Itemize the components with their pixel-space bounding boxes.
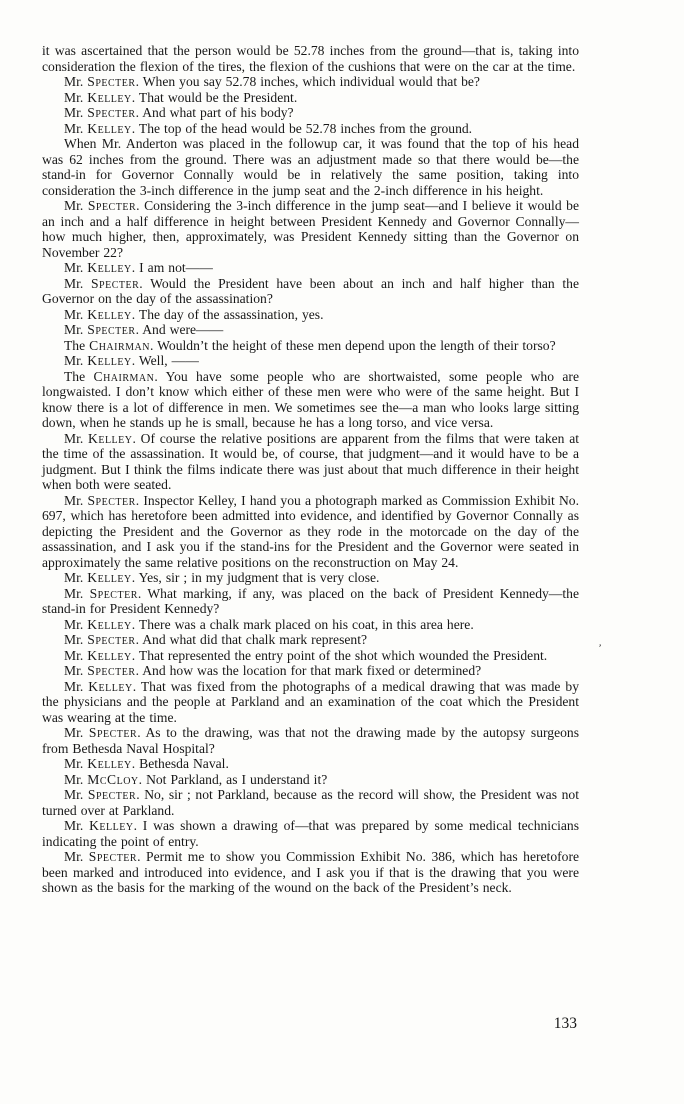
page-number: 133	[553, 1015, 577, 1032]
paragraph-text: That would be the President.	[138, 89, 298, 105]
speaker-name: Specter	[87, 105, 136, 120]
speaker-prefix: Mr.	[64, 260, 84, 275]
speaker-prefix: Mr.	[64, 678, 84, 694]
dialogue-paragraph: Mr. Kelley. There was a chalk mark placed on his coat, in this area here.	[64, 616, 474, 632]
paragraph-text: Yes, sir ; in my judgment that is very close.	[138, 570, 380, 585]
speaker-prefix: Mr.	[64, 105, 84, 120]
speaker-name: Kelley	[87, 260, 132, 275]
speaker-prefix: Mr.	[64, 756, 84, 771]
speaker-name: Specter	[87, 492, 136, 508]
dialogue-paragraph: Mr. Specter. When you say 52.78 inches, which individual would that be?	[64, 74, 480, 89]
transcript-text-block	[42, 43, 579, 896]
dialogue-paragraph: Mr. Specter. What marking, if any, was placed on the back of President Kennedy—the stand-in for President Kennedy?	[42, 585, 579, 616]
dialogue-paragraph: Mr. Kelley. That would be the President.	[64, 89, 298, 105]
speaker-name: Kelley	[89, 818, 134, 833]
dialogue-paragraph: Mr. Kelley. I am not——	[64, 260, 213, 275]
paragraph-text: You have some people who are shortwaisted, some people who are longwaisted. I don’t know which either of these men were who were of the same height. But I know there is a lot of difference in men. We sometimes see the—a man who looks large sitting down, when he stands up he is small, because he has a long torso, and vice versa.	[42, 368, 579, 430]
speaker-name: Kelley	[87, 353, 132, 368]
body-paragraph	[42, 136, 579, 198]
speaker-name: McCloy	[87, 771, 139, 787]
speaker-prefix: Mr.	[64, 647, 84, 663]
paragraph-text: Well, ——	[138, 353, 199, 368]
paragraph-text: Permit me to show you Commission Exhibit No. 386, which has heretofore been marked and introduced into evidence, and I ask you if that is the drawing that you were shown as the basis for the marking of the wound on the back of the President’s neck.	[42, 849, 579, 895]
speaker-name: Specter	[88, 849, 138, 864]
dialogue-paragraph: Mr. Kelley. I was shown a drawing of—that was prepared by some medical technicians indicating the point of entry.	[42, 818, 579, 849]
speaker-prefix: The	[64, 337, 86, 353]
speaker-name: Kelley	[87, 120, 132, 136]
paragraph-text: That represented the entry point of the shot which wounded the President.	[138, 647, 548, 663]
speaker-prefix: Mr.	[64, 818, 84, 833]
paragraph-text: The top of the head would be 52.78 inches from the ground.	[138, 120, 473, 136]
speaker-prefix: Mr.	[64, 570, 84, 585]
paragraph-text: That was fixed from the photographs of a medical drawing that was made by the physicians and the people at Parkland and an examination of the coat which the President was wearing at the time.	[42, 678, 580, 725]
speaker-name: Kelley	[87, 306, 132, 322]
speaker-prefix: Mr.	[64, 725, 84, 740]
speaker-name: Specter	[88, 725, 138, 740]
dialogue-paragraph: Mr. Kelley. The top of the head would be 52.78 inches from the ground.	[64, 120, 473, 136]
dialogue-paragraph: Mr. Specter. Inspector Kelley, I hand you a photograph marked as Commission Exhibit No. 697, which has heretofore been admitted into evidence, and identified by Governor Connally as depicting the President and the Governor as they rode in the motorcade on the day of the assassination, and I ask you if the stand-ins for the President and the Governor were seated in approximately the same relative positions on the reconstruction on May 24.	[42, 492, 580, 570]
speaker-name: Specter	[87, 74, 136, 89]
paragraph-text: And what did that chalk mark represent?	[142, 632, 368, 647]
dialogue-paragraph: Mr. Specter. Permit me to show you Commission Exhibit No. 386, which has heretofore been marked and introduced into evidence, and I ask you if that is the drawing that you were shown as the basis for the marking of the wound on the back of the President’s neck.	[42, 849, 579, 895]
speaker-name: Specter	[87, 198, 137, 213]
paragraph-text: I was shown a drawing of—that was prepared by some medical technicians indicating the point of entry.	[42, 818, 579, 849]
paragraph-text: Of course the relative positions are apparent from the films that were taken at the time of the assassination. It would be, of course, that judgment—and it would have to be a judgment. But I think the films indicate there was just about that much difference in their height when both were seated.	[42, 430, 580, 492]
speaker-prefix: Mr.	[64, 306, 84, 322]
paragraph-text: And what part of his body?	[142, 105, 294, 120]
dialogue-paragraph: Mr. Kelley. The day of the assassination, yes.	[64, 306, 324, 322]
paragraph-text: Wouldn’t the height of these men depend upon the length of their torso?	[157, 337, 556, 353]
speaker-prefix: Mr.	[64, 849, 84, 864]
dialogue-paragraph: Mr. McCloy. Not Parkland, as I understand it?	[64, 771, 328, 787]
speaker-prefix: Mr.	[64, 616, 84, 632]
speaker-name: Kelley	[87, 570, 132, 585]
paragraph-text: When Mr. Anderton was placed in the followup car, it was found that the top of his head was 62 inches from the ground. There was an adjustment made so that there would be—the stand-in for Governor Connally would be in relatively the same position, taking into consideration the 3-inch difference in the jump seat and the 2-inch difference in his height.	[42, 136, 579, 198]
dialogue-paragraph: Mr. Kelley. Bethesda Naval.	[64, 756, 229, 771]
paragraph-text: No, sir ; not Parkland, because as the record will show, the President was not turned over at Parkland.	[42, 787, 579, 818]
speaker-name: Specter	[89, 585, 138, 601]
dialogue-paragraph: Mr. Kelley. That represented the entry point of the shot which wounded the President.	[64, 647, 548, 663]
dialogue-paragraph: The Chairman. You have some people who are shortwaisted, some people who are longwaisted. I don’t know which either of these men were who were of the same height. But I know there is a lot of difference in men. We sometimes see the—a man who looks large sitting down, when he stands up he is small, because he has a long torso, and vice versa.	[42, 368, 579, 430]
speaker-prefix: Mr.	[64, 120, 84, 136]
speaker-name: Kelley	[88, 678, 133, 694]
paragraph-text: When you say 52.78 inches, which individual would that be?	[142, 74, 480, 89]
paragraph-text: And were——	[142, 322, 224, 337]
speaker-prefix: Mr.	[64, 632, 84, 647]
speaker-name: Kelley	[87, 647, 132, 663]
speaker-name: Kelley	[87, 756, 132, 771]
speaker-name: Kelley	[87, 616, 132, 632]
speaker-prefix: The	[64, 368, 86, 384]
speaker-prefix: Mr.	[64, 585, 84, 601]
speaker-name: Kelley	[87, 89, 132, 105]
paragraph-text: it was ascertained that the person would be 52.78 inches from the ground—that is, taking into consideration the flexion of the tires, the flexion of the cushions that were on the car at the time.	[42, 43, 579, 74]
dialogue-paragraph: Mr. Kelley. Well, ——	[64, 353, 199, 368]
body-paragraph	[42, 43, 579, 74]
speaker-prefix: Mr.	[64, 74, 84, 89]
paragraph-text: I am not——	[139, 260, 213, 275]
ink-speck-artifact: ’	[597, 642, 603, 655]
speaker-name: Specter	[87, 632, 136, 647]
paragraph-text: As to the drawing, was that not the drawing made by the autopsy surgeons from Bethesda Naval Hospital?	[42, 725, 579, 756]
paragraph-text: Inspector Kelley, I hand you a photograph marked as Commission Exhibit No. 697, which has heretofore been admitted into evidence, and identified by Governor Connally as depicting the President and the Governor as they rode in the motorcade on the day of the assassination, and I ask you if the stand-ins for the President and the Governor were seated in approximately the same relative positions on the reconstruction on May 24.	[42, 492, 580, 570]
paragraph-text: There was a chalk mark placed on his coat, in this area here.	[138, 616, 474, 632]
speaker-prefix: Mr.	[64, 492, 84, 508]
speaker-name: Specter	[90, 275, 140, 291]
speaker-name: Specter	[87, 322, 136, 337]
dialogue-paragraph: The Chairman. Wouldn’t the height of these men depend upon the length of their torso?	[64, 337, 556, 353]
dialogue-paragraph: Mr. Specter. Considering the 3-inch difference in the jump seat—and I believe it would be an inch and a half difference in height between President Kennedy and Governor Connally—how much higher, then, approximately, was President Kennedy sitting than the Governor on November 22?	[42, 198, 580, 260]
speaker-name: Chairman	[89, 337, 150, 353]
speaker-name: Chairman	[93, 368, 155, 384]
paragraph-text: What marking, if any, was placed on the back of President Kennedy—the stand-in for President Kennedy?	[42, 585, 579, 616]
dialogue-paragraph: Mr. Specter. And what part of his body?	[64, 105, 294, 120]
paragraph-text: And how was the location for that mark fixed or determined?	[142, 663, 482, 678]
speaker-name: Kelley	[88, 430, 133, 446]
speaker-prefix: Mr.	[64, 663, 84, 678]
dialogue-paragraph: Mr. Specter. And were——	[64, 322, 224, 337]
speaker-prefix: Mr.	[64, 771, 84, 787]
paragraph-text: Would the President have been about an inch and half higher than the Governor on the day of the assassination?	[42, 275, 580, 306]
speaker-name: Specter	[87, 663, 136, 678]
paragraph-text: Not Parkland, as I understand it?	[146, 771, 328, 787]
speaker-name: Specter	[87, 787, 137, 802]
dialogue-paragraph: Mr. Specter. Would the President have been about an inch and half higher than the Governor on the day of the assassination?	[42, 275, 580, 306]
paragraph-text: Bethesda Naval.	[139, 756, 229, 771]
dialogue-paragraph: Mr. Kelley. Of course the relative positions are apparent from the films that were taken at the time of the assassination. It would be, of course, that judgment—and it would have to be a judgment. But I think the films indicate there was just about that much difference in their height when both were seated.	[42, 430, 580, 492]
dialogue-paragraph: Mr. Specter. And how was the location for that mark fixed or determined?	[64, 663, 482, 678]
dialogue-paragraph: Mr. Specter. As to the drawing, was that not the drawing made by the autopsy surgeons from Bethesda Naval Hospital?	[42, 725, 579, 756]
speaker-prefix: Mr.	[64, 275, 84, 291]
speaker-prefix: Mr.	[64, 787, 84, 802]
dialogue-paragraph: Mr. Kelley. Yes, sir ; in my judgment that is very close.	[64, 570, 380, 585]
dialogue-paragraph: Mr. Specter. No, sir ; not Parkland, because as the record will show, the President was not turned over at Parkland.	[42, 787, 579, 818]
speaker-prefix: Mr.	[64, 430, 84, 446]
speaker-prefix: Mr.	[64, 89, 84, 105]
dialogue-paragraph: Mr. Kelley. That was fixed from the photographs of a medical drawing that was made by the physicians and the people at Parkland and an examination of the coat which the President was wearing at the time.	[42, 678, 580, 725]
paragraph-text: The day of the assassination, yes.	[138, 306, 324, 322]
dialogue-paragraph: Mr. Specter. And what did that chalk mark represent?	[64, 632, 368, 647]
speaker-prefix: Mr.	[64, 198, 84, 213]
speaker-prefix: Mr.	[64, 322, 84, 337]
speaker-prefix: Mr.	[64, 353, 84, 368]
paragraph-text: Considering the 3-inch difference in the jump seat—and I believe it would be an inch and a half difference in height between President Kennedy and Governor Connally—how much higher, then, approximately, was President Kennedy sitting than the Governor on November 22?	[42, 198, 580, 260]
